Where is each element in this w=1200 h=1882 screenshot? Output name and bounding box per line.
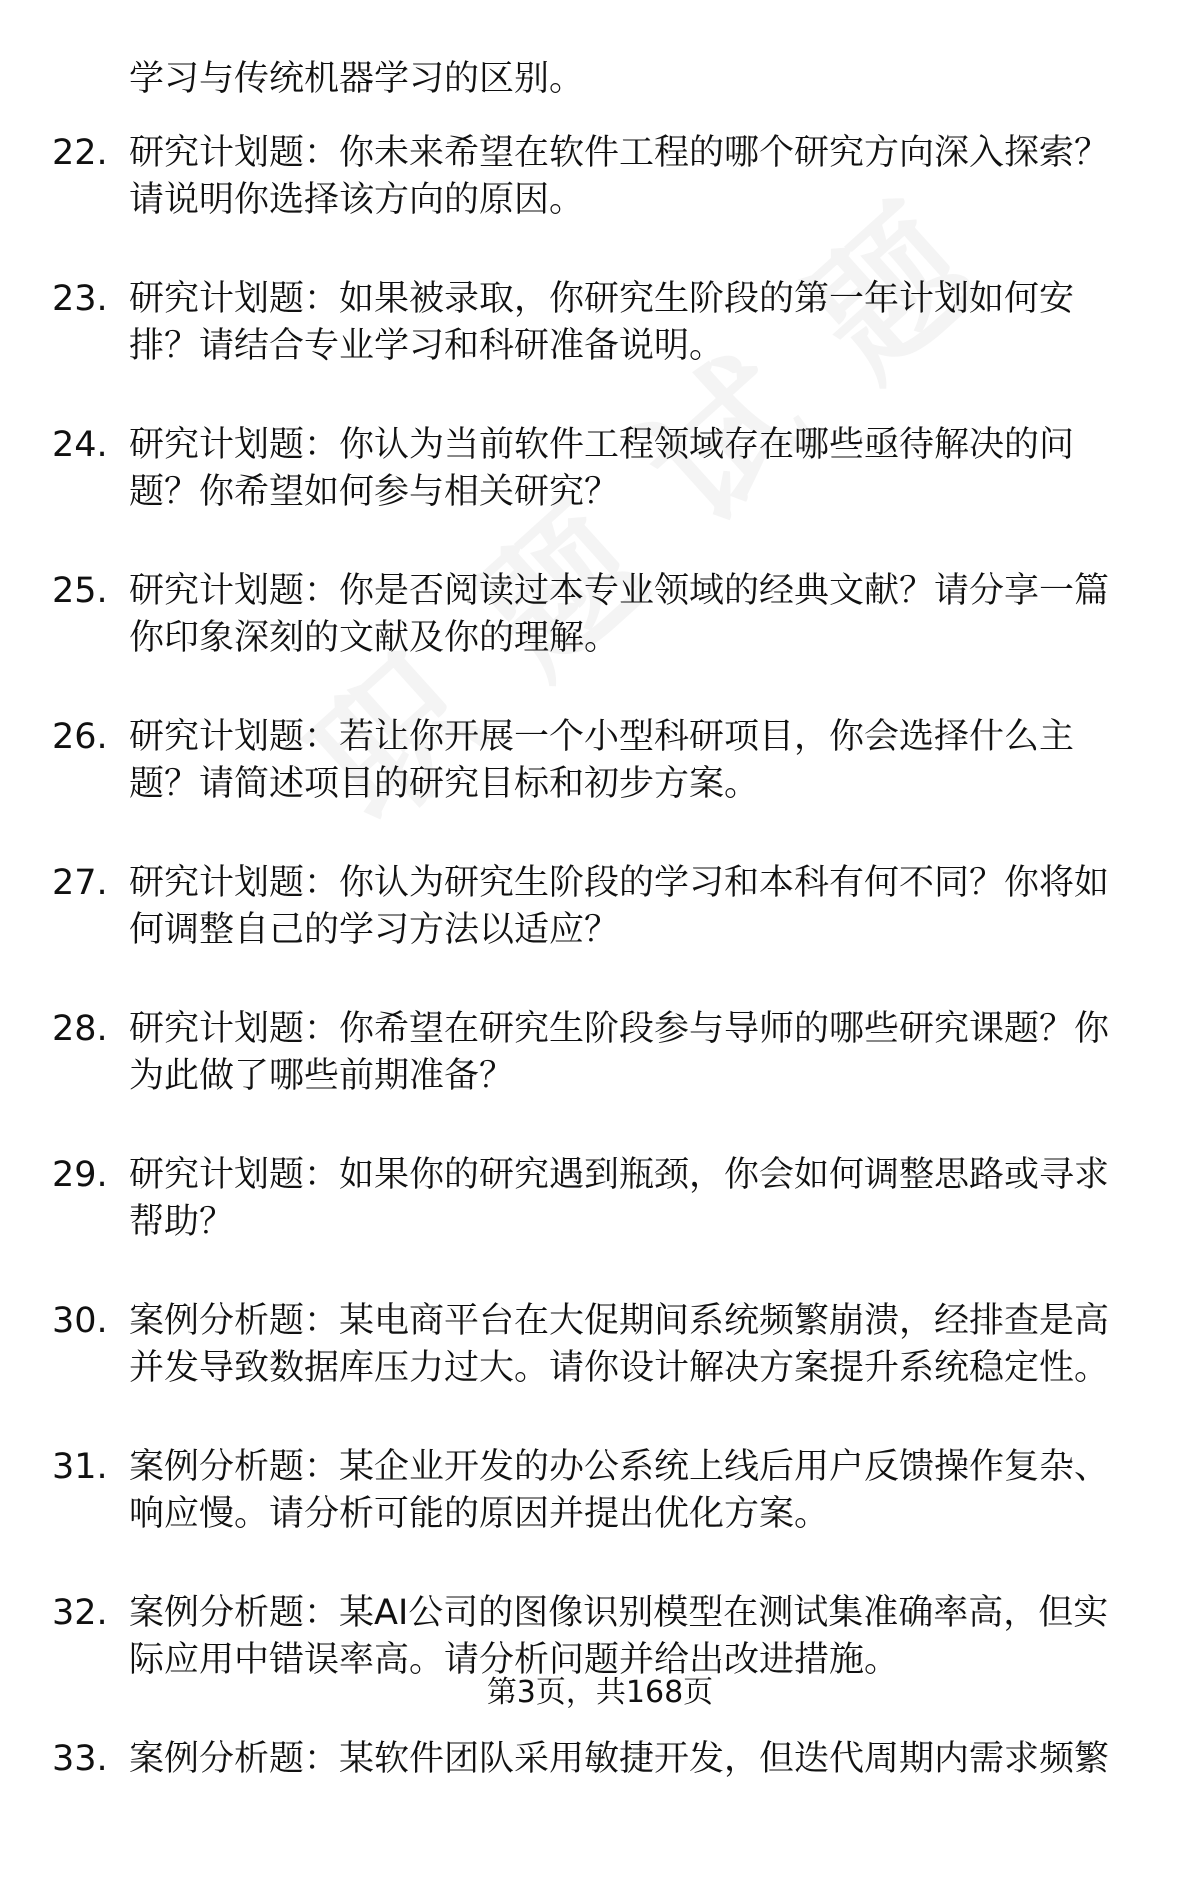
question-list xyxy=(0,130,1200,1882)
question-number: 25. xyxy=(52,571,108,611)
question-text: 案例分析题：某软件团队采用敏捷开发，但迭代周期内需求频繁 xyxy=(129,1739,1110,1779)
list-item xyxy=(0,422,1200,568)
list-item xyxy=(0,1298,1200,1444)
question-text: 研究计划题：若让你开展一个小型科研项目，你会选择什么主题？请简述项目的研究目标和初步方案。 xyxy=(129,717,1075,804)
list-item xyxy=(0,130,1200,276)
question-number: 27. xyxy=(52,863,108,903)
question-number: 30. xyxy=(52,1301,108,1341)
question-text: 研究计划题：你认为当前软件工程领域存在哪些亟待解决的问题？你希望如何参与相关研究？ xyxy=(129,425,1075,512)
list-item xyxy=(0,1736,1200,1882)
question-text: 案例分析题：某企业开发的办公系统上线后用户反馈操作复杂、响应慢。请分析可能的原因并提出优化方案。 xyxy=(129,1447,1110,1534)
question-text: 研究计划题：如果被录取，你研究生阶段的第一年计划如何安排？请结合专业学习和科研准备说明。 xyxy=(129,279,1075,366)
question-text: 案例分析题：某AI公司的图像识别模型在测试集准确率高，但实际应用中错误率高。请分析问题并给出改进措施。 xyxy=(129,1593,1109,1680)
question-text: 案例分析题：某电商平台在大促期间系统频繁崩溃，经排查是高并发导致数据库压力过大。请你设计解决方案提升系统稳定性。 xyxy=(129,1301,1110,1388)
question-text: 研究计划题：你希望在研究生阶段参与导师的哪些研究课题？你为此做了哪些前期准备？ xyxy=(129,1009,1110,1096)
question-number: 24. xyxy=(52,425,108,465)
question-number: 33. xyxy=(52,1739,108,1779)
page-number-footer: 第3页，共168页 xyxy=(486,1675,714,1710)
list-item xyxy=(0,1006,1200,1152)
continued-text: 学习与传统机器学习的区别。 xyxy=(129,59,585,99)
list-item xyxy=(0,714,1200,860)
question-number: 31. xyxy=(52,1447,108,1487)
question-text: 研究计划题：你认为研究生阶段的学习和本科有何不同？你将如何调整自己的学习方法以适应？ xyxy=(129,863,1110,950)
question-number: 32. xyxy=(52,1593,108,1633)
list-item xyxy=(0,276,1200,422)
question-text: 研究计划题：你是否阅读过本专业领域的经典文献？请分享一篇你印象深刻的文献及你的理解。 xyxy=(129,571,1110,658)
list-item xyxy=(0,1444,1200,1590)
question-number: 23. xyxy=(52,279,108,319)
list-item xyxy=(0,568,1200,714)
question-text: 研究计划题：如果你的研究遇到瓶颈，你会如何调整思路或寻求帮助？ xyxy=(129,1155,1110,1242)
question-number: 28. xyxy=(52,1009,108,1049)
question-number: 29. xyxy=(52,1155,108,1195)
question-text: 研究计划题：你未来希望在软件工程的哪个研究方向深入探索？请说明你选择该方向的原因。 xyxy=(129,133,1110,220)
list-item xyxy=(0,1590,1200,1736)
question-number: 22. xyxy=(52,133,108,173)
list-item xyxy=(0,1152,1200,1298)
list-item xyxy=(0,860,1200,1006)
question-number: 26. xyxy=(52,717,108,757)
